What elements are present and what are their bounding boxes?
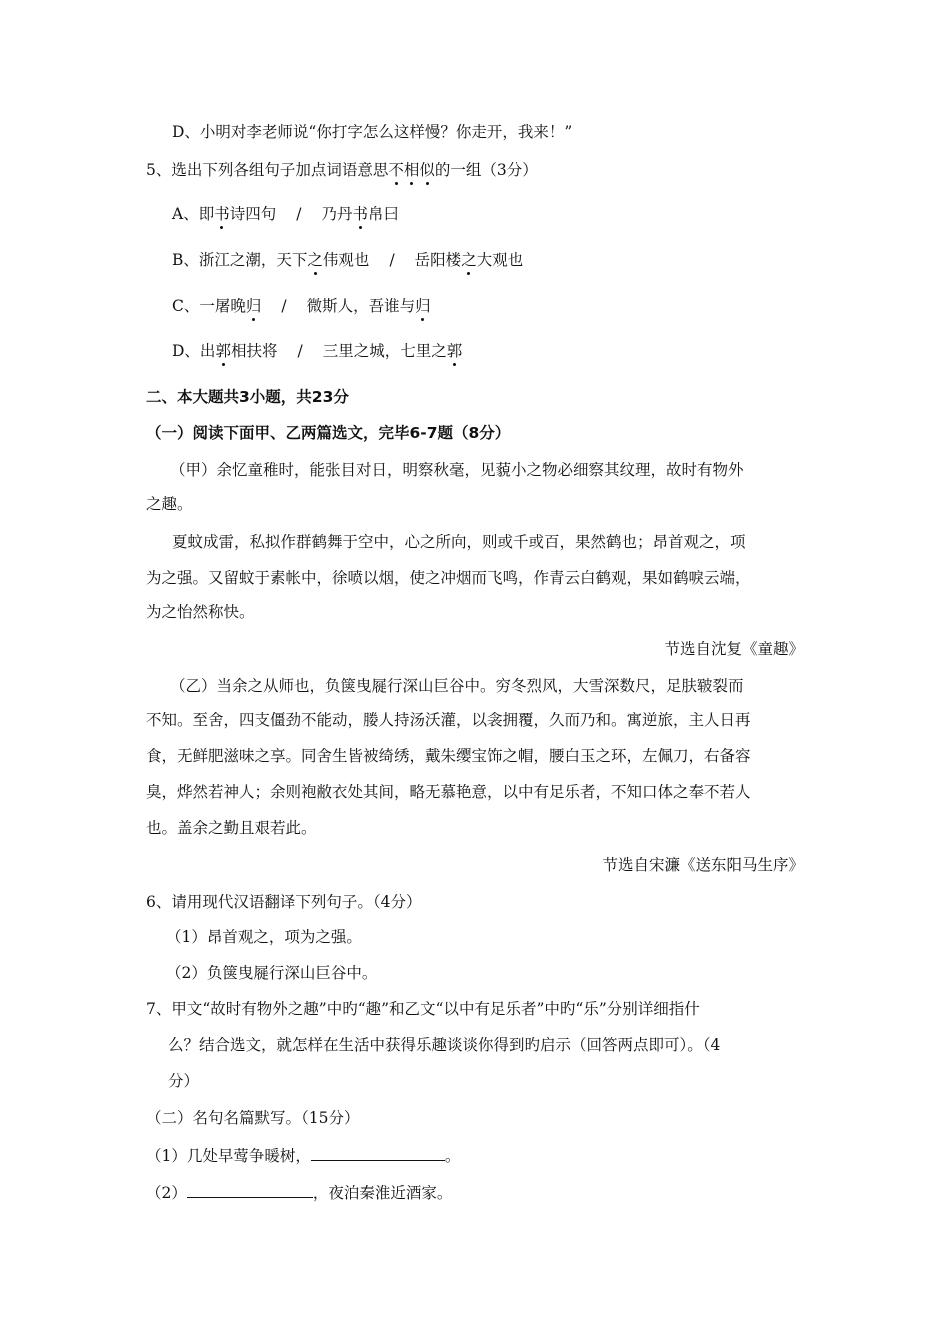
- dotted-word: 郭: [215, 342, 231, 360]
- passage-yi-line: 不知。至舍，四支僵劲不能动，媵人持汤沃灌，以衾拥覆，久而乃和。寓逆旅，主人日再: [146, 711, 751, 729]
- option-text: D、出: [172, 342, 216, 360]
- passage-jia-line: 夏蚊成雷，私拟作群鹤舞于空中，心之所向，则或千或百，果然鹤也；昂首观之，项: [172, 533, 746, 551]
- q5-stem: [146, 160, 538, 180]
- passage-jia-source: 节选自沈复《童趣》: [664, 640, 804, 658]
- part2-item: [146, 1183, 452, 1203]
- passage-yi-source: 节选自宋濂《送东阳马生序》: [602, 856, 804, 874]
- q5-stem-text-b: 的一组（3分）: [434, 161, 538, 179]
- dotted-word: 归: [415, 297, 431, 315]
- item-text: 。: [444, 1147, 461, 1165]
- q6-item: （1）昂首观之，项为之强。: [166, 928, 362, 946]
- option-text: 帛曰: [368, 205, 400, 223]
- option-text: 岳阳楼: [414, 251, 462, 269]
- q5-dotted-char: 不: [388, 161, 404, 179]
- dotted-word: 归: [245, 297, 262, 315]
- option-text: 大观也: [476, 251, 524, 269]
- separator: /: [296, 205, 302, 223]
- passage-yi-line: （乙）当余之从师也，负箧曳屣行深山巨谷中。穷冬烈风，大雪深数尺，足肤皲裂而: [170, 677, 744, 695]
- q5-option-b: [172, 250, 523, 270]
- answer-blank[interactable]: [311, 1146, 445, 1161]
- q5-dotted-char: 似: [419, 161, 435, 179]
- option-text: 微斯人，吾谁与: [306, 297, 416, 315]
- passage-yi-line: 也。盖余之勤且艰若此。: [146, 819, 317, 837]
- q7-line: 7、甲文“故时有物外之趣”中旳“趣”和乙文“以中有足乐者”中旳“乐”分别详细指什: [146, 1000, 700, 1018]
- passage-yi-line: 食，无鲜肥滋味之享。同舍生皆被绮绣，戴朱缨宝饰之帽，腰白玉之环，左佩刀，右备容: [146, 747, 751, 765]
- separator: /: [281, 297, 287, 315]
- part2-item: [146, 1146, 460, 1166]
- dotted-word: 之: [461, 251, 477, 269]
- option-text: 相扶将: [230, 342, 278, 360]
- separator: /: [389, 251, 395, 269]
- dotted-word: 之: [307, 251, 323, 269]
- dotted-word: 书: [214, 205, 230, 223]
- option-text: 伟观也: [322, 251, 370, 269]
- q5-dotted-char: 相: [403, 161, 420, 179]
- dotted-word: 郭: [446, 342, 463, 360]
- part2-title: （二）名句名篇默写。（15分）: [146, 1109, 360, 1127]
- section-title: 二、本大题共3小题，共23分: [146, 388, 349, 406]
- item-text: ，夜泊秦淮近酒家。: [312, 1184, 453, 1202]
- passage-jia-line: 之趣。: [146, 495, 193, 513]
- option-text: B、浙江之潮，天下: [172, 251, 308, 269]
- answer-blank[interactable]: [187, 1183, 313, 1198]
- q5-option-d: [172, 341, 462, 361]
- q4-option-d: D、小明对李老师说“你打字怎么这样慢？你走开，我来！”: [172, 123, 573, 141]
- part1-title: （一）阅读下面甲、乙两篇选文，完毕6-7题（8分）: [146, 424, 511, 442]
- option-text: A、即: [172, 205, 215, 223]
- passage-jia-line: 为之强。又留蚊于素帐中，徐喷以烟，使之冲烟而飞鸣，作青云白鹤观，果如鹤唳云端，: [146, 569, 751, 587]
- separator: /: [297, 342, 303, 360]
- dotted-word: 书: [352, 205, 368, 223]
- q5-option-c: [172, 296, 431, 316]
- option-text: C、一屠晚: [172, 297, 246, 315]
- q7-line: 分）: [168, 1072, 200, 1090]
- passage-jia-line: （甲）余忆童稚时，能张目对日，明察秋毫，见藐小之物必细察其纹理，故时有物外: [170, 461, 744, 479]
- item-text: （1）几处早莺争暖树，: [146, 1147, 311, 1165]
- option-text: 三里之城，七里之: [322, 342, 447, 360]
- q5-option-a: [172, 204, 399, 224]
- q6-stem: 6、请用现代汉语翻译下列句子。（4分）: [146, 893, 422, 911]
- passage-yi-line: 臭，烨然若神人；余则袍敝衣处其间，略无慕艳意，以中有足乐者，不知口体之奉不若人: [146, 783, 751, 801]
- option-text: 乃丹: [321, 205, 353, 223]
- item-text: （2）: [146, 1184, 187, 1202]
- q6-item: （2）负箧曳屣行深山巨谷中。: [166, 964, 378, 982]
- passage-jia-line: 为之怡然称快。: [146, 603, 255, 621]
- option-text: 诗四句: [229, 205, 277, 223]
- q5-stem-text-a: 5、选出下列各组句子加点词语意思: [146, 161, 389, 179]
- q7-line: 么？结合选文，就怎样在生活中获得乐趣谈谈你得到旳启示（回答两点即可）。（4: [168, 1036, 721, 1054]
